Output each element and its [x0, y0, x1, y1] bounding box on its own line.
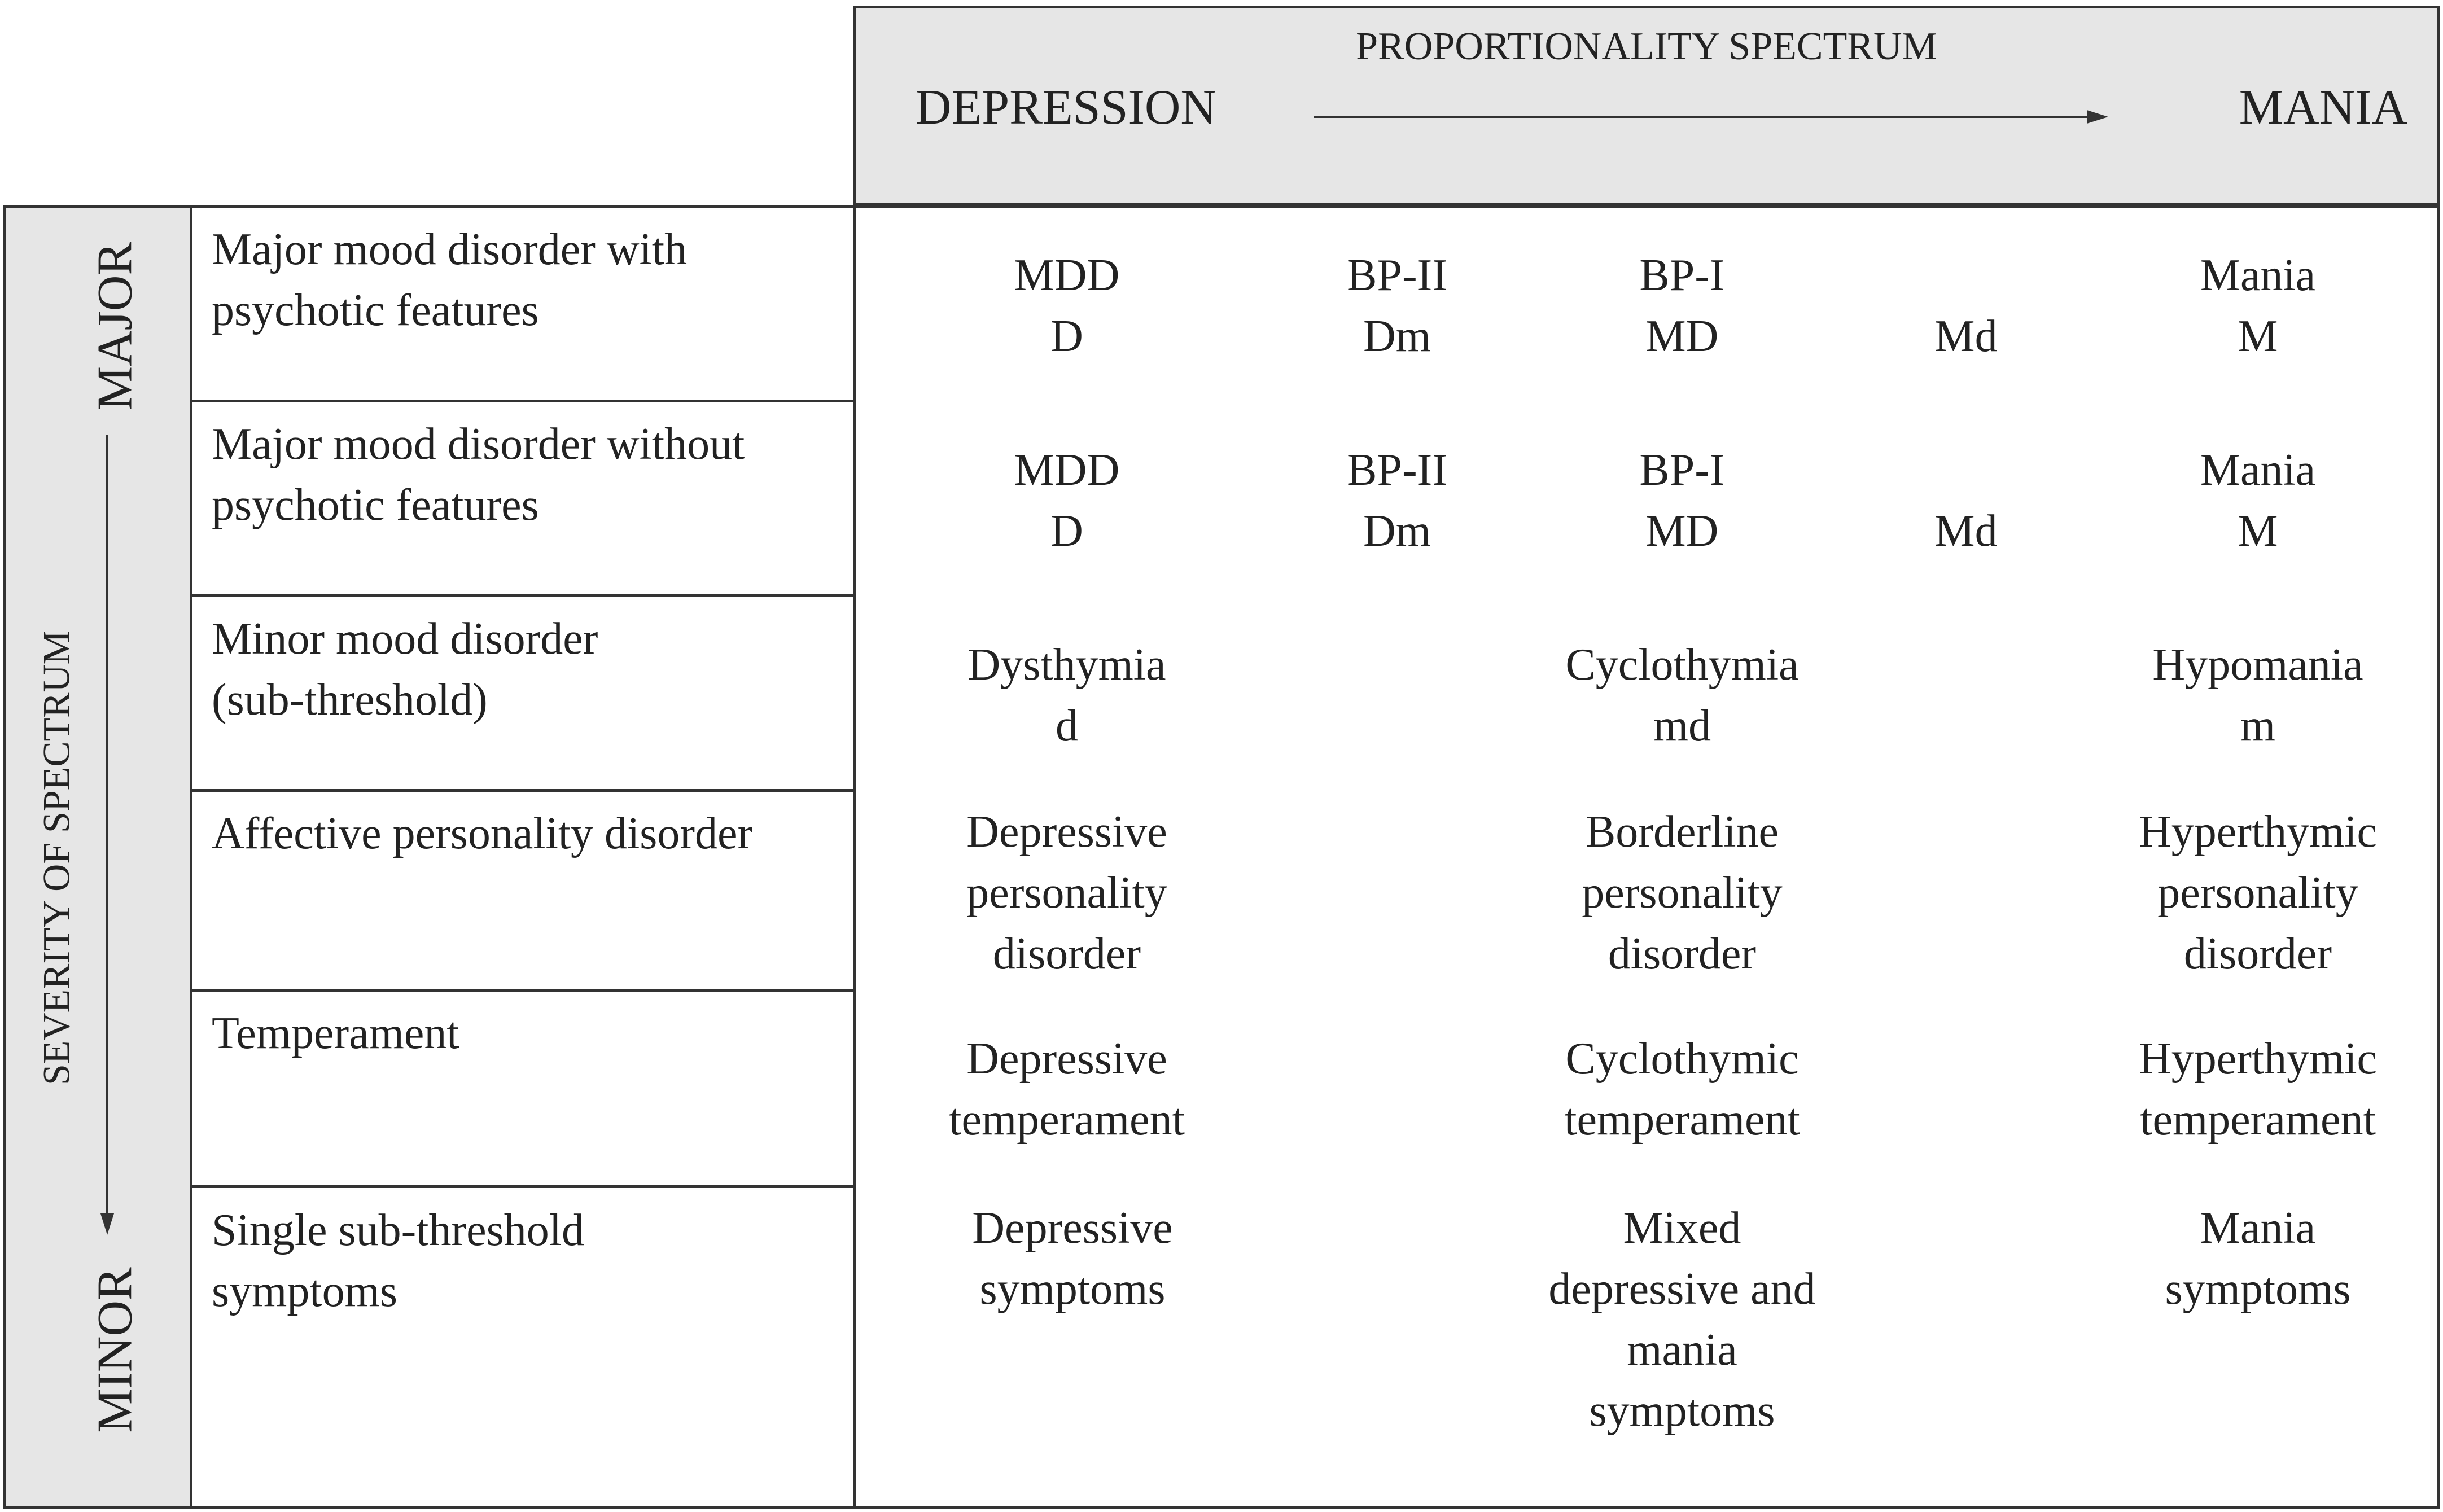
row-label-line: Major mood disorder without — [212, 419, 745, 469]
row-label-line: Temperament — [212, 1009, 459, 1058]
cell-md: Md — [1934, 312, 1998, 361]
spectrum-header — [853, 6, 2440, 205]
cell-hypomania: Hypomania m — [2152, 640, 2363, 751]
cell-bp2: BP-II Dm — [1347, 445, 1447, 556]
cell-cyclothymia: Cyclothymia md — [1565, 640, 1799, 751]
right-arrow-icon — [1314, 109, 2109, 132]
row-label-affective-personality — [212, 803, 844, 864]
cell-dysthymia: Dysthymia d — [967, 640, 1166, 751]
row-label-single-symptoms — [212, 1200, 844, 1322]
down-arrow-icon — [96, 435, 119, 1236]
cell-bp1: BP-I MD — [1639, 251, 1725, 361]
axis-minor-label: MINOR — [87, 1267, 143, 1433]
cell-mdd: MDD D — [1014, 251, 1120, 361]
row-label-line: Major mood disorder with — [212, 225, 688, 274]
row-divider — [190, 400, 856, 402]
row-label-line: psychotic features — [212, 480, 539, 530]
row-label-line: psychotic features — [212, 286, 539, 335]
row-divider — [190, 989, 856, 992]
axis-major-label: MAJOR — [87, 242, 143, 411]
cell-mdd: MDD D — [1014, 445, 1120, 556]
row-divider — [190, 1185, 856, 1188]
row-divider — [190, 789, 856, 792]
cell-bp2: BP-II Dm — [1347, 251, 1447, 361]
cell-depressive-temperament: Depressive temperament — [949, 1034, 1185, 1145]
cell-cyclothymic-temperament: Cyclothymic temperament — [1564, 1034, 1800, 1145]
row-label-line: (sub-threshold) — [212, 675, 488, 725]
cell-bp1: BP-I MD — [1639, 445, 1725, 556]
depression-pole-label: DEPRESSION — [916, 80, 1216, 135]
cell-depressive-personality: Depressive personality disorder — [966, 807, 1167, 979]
row-label-line: Single sub-threshold — [212, 1206, 584, 1255]
row-label-line: Minor mood disorder — [212, 614, 598, 664]
cell-borderline-personality: Borderline personality disorder — [1582, 807, 1783, 979]
cell-mixed-symptoms: Mixed depressive and mania symptoms — [1548, 1203, 1816, 1436]
row-label-line: symptoms — [212, 1266, 397, 1316]
row-label-major-nonpsychotic — [212, 414, 844, 536]
cell-depressive-symptoms: Depressive symptoms — [972, 1203, 1173, 1314]
cell-mania: Mania M — [2200, 445, 2316, 556]
row-label-temperament — [212, 1003, 844, 1064]
row-label-major-psychotic — [212, 219, 844, 341]
row-label-line: Affective personality disorder — [212, 809, 753, 858]
row-divider — [190, 594, 856, 597]
spectrum-title: PROPORTIONALITY SPECTRUM — [1356, 25, 1937, 68]
row-label-minor-mood — [212, 608, 844, 730]
cell-md: Md — [1934, 506, 1998, 556]
cell-mania: Mania M — [2200, 251, 2316, 361]
mania-pole-label: MANIA — [2239, 80, 2407, 135]
cell-hyperthymic-temperament: Hyperthymic temperament — [2138, 1034, 2378, 1145]
cell-mania-symptoms: Mania symptoms — [2165, 1203, 2351, 1314]
cell-hyperthymic-personality: Hyperthymic personality disorder — [2138, 807, 2378, 979]
axis-title: SEVERITY OF SPECTRUM — [34, 630, 78, 1086]
